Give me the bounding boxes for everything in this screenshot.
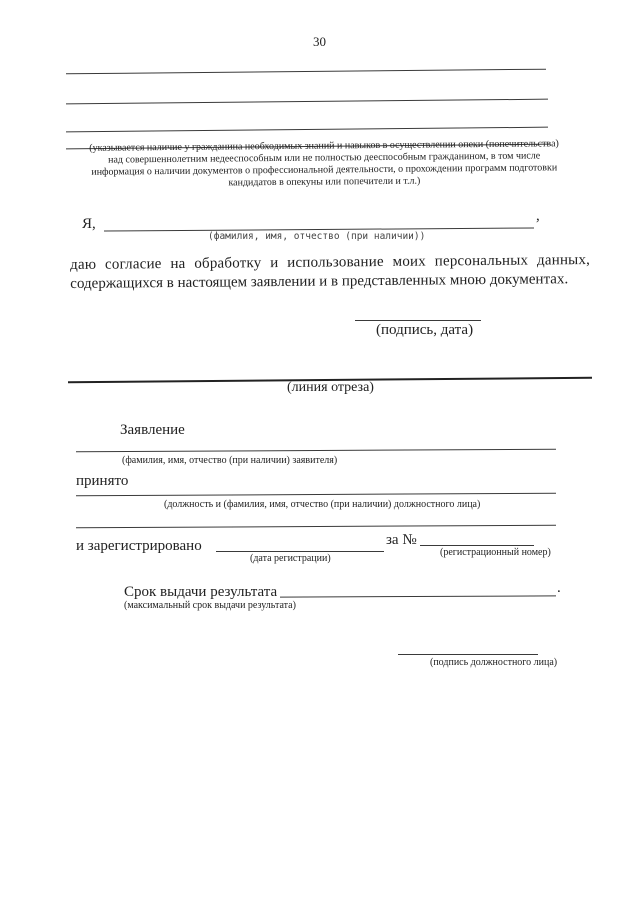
note-line-2: над совершеннолетним недееспособным или не полностью дееспособным гражданином, в том числе — [108, 150, 541, 166]
consent-text — [70, 251, 590, 294]
applicant-caption: (фамилия, имя, отчество (при наличии) заявителя) — [122, 455, 338, 466]
note-line-3: информация о наличии документов о профессиональной деятельности, о прохождении программ подготовки — [91, 162, 558, 178]
reg-number-label: за № — [386, 532, 417, 548]
term-line — [280, 595, 556, 597]
blank-line-1 — [66, 69, 546, 75]
ya-label: Я, — [82, 216, 96, 232]
blank-line-2 — [66, 99, 548, 105]
qualification-note — [64, 138, 584, 191]
signature-date-line — [355, 320, 481, 321]
cut-line-caption: (линия отреза) — [287, 380, 374, 395]
reg-number-caption: (регистрационный номер) — [440, 547, 551, 558]
accepted-label: принято — [76, 473, 129, 489]
term-caption: (максимальный срок выдачи результата) — [124, 600, 296, 611]
term-line-dot: . — [557, 580, 561, 596]
term-label: Срок выдачи результата — [124, 584, 278, 600]
reg-number-line — [420, 545, 534, 546]
fio-line-comma: , — [536, 208, 540, 224]
consent-line-1: даю согласие на обработку и использование моих персональных данных, — [70, 252, 591, 273]
official-signature-caption: (подпись должностного лица) — [430, 657, 558, 668]
official-line-2 — [76, 525, 556, 529]
blank-line-3 — [66, 127, 548, 133]
note-line-4: кандидатов в опекуны или попечители и т.л.) — [228, 175, 421, 189]
official-caption: (должность и (фамилия, имя, отчество (при наличии) должностного лица) — [164, 499, 481, 510]
fio-caption: (фамилия, имя, отчество (при наличии)) — [208, 231, 426, 242]
reg-date-line — [216, 551, 384, 552]
note-line-1: (указывается наличие у гражданина необходимых знаний и навыков в осуществлении опеки (попечительства) — [89, 138, 559, 154]
official-signature-line — [398, 654, 538, 655]
official-line — [76, 493, 556, 497]
signature-date-caption: (подпись, дата) — [376, 322, 474, 338]
statement-label: Заявление — [120, 422, 185, 438]
registered-label: и зарегистрировано — [76, 538, 202, 554]
reg-date-caption: (дата регистрации) — [250, 553, 331, 564]
page-number: 30 — [313, 34, 326, 49]
applicant-line — [76, 449, 556, 453]
consent-line-2: содержащихся в настоящем заявлении и в представленных мною документах. — [70, 271, 569, 292]
